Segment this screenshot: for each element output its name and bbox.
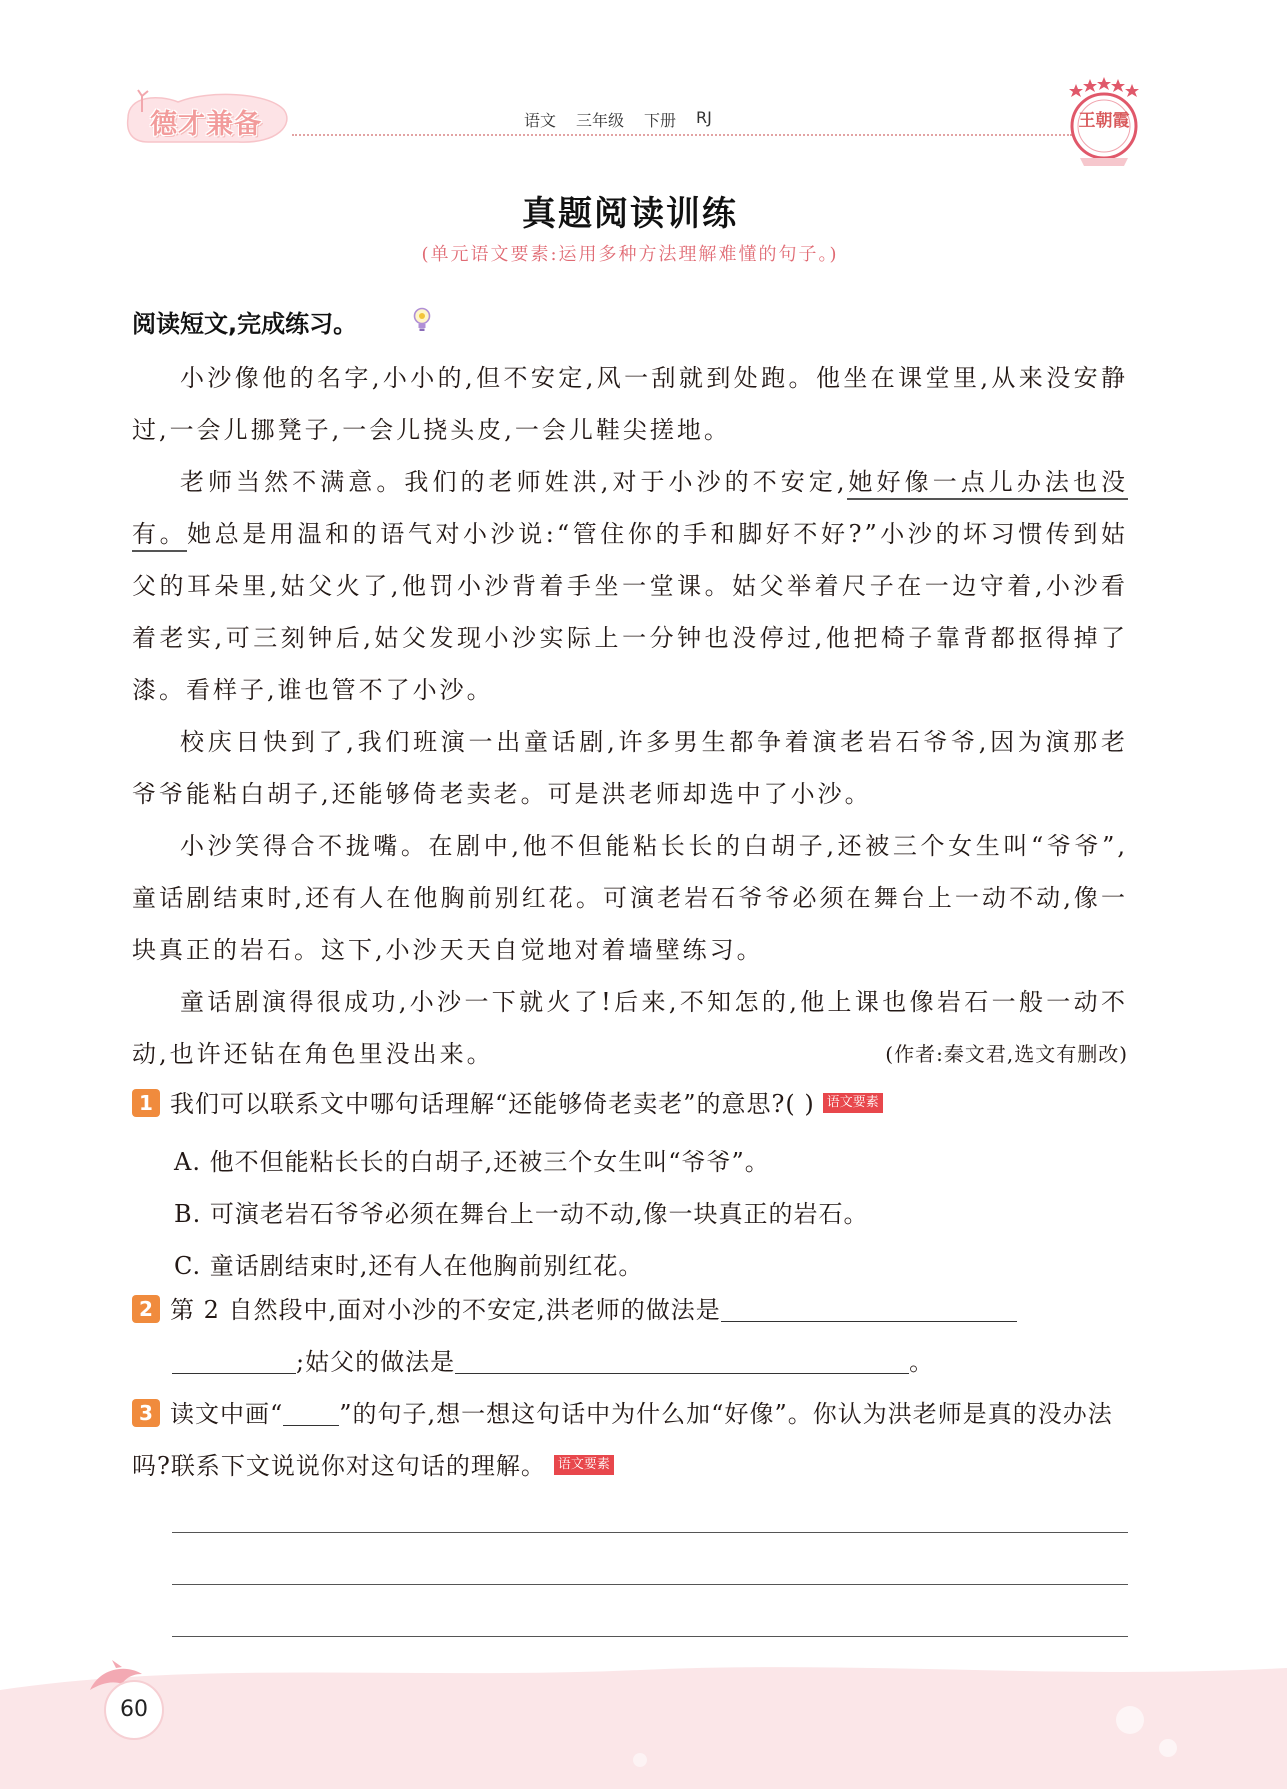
paragraph-2-rest: 她总是用温和的语气对小沙说:“管住你的手和脚好不好?”小沙的坏习惯传到姑父的耳朵里,姑父火了,他罚小沙背着手坐一堂课。姑父举着尺子在一边守着,小沙看着老实,可三刻钟后,姑父发现小沙实际上一分钟也没停过,他把椅子靠背都抠得掉了漆。看样子,谁也管不了小沙。: [132, 520, 1128, 704]
unit-element-subtitle: (单元语文要素:运用多种方法理解难懂的句子。): [421, 244, 839, 265]
volume: 下册: [644, 111, 677, 130]
skill-tag: 语文要素: [823, 1093, 883, 1113]
underline-sample: [283, 1409, 339, 1426]
paragraph-3: 校庆日快到了,我们班演一出童话剧,许多男生都争着演老岩石爷爷,因为演那老爷爷能粘白胡子,还能够倚老卖老。可是洪老师却选中了小沙。: [132, 728, 1128, 808]
edition: RJ: [696, 108, 712, 127]
question-number-badge: 1: [132, 1089, 160, 1117]
question-3: [132, 1388, 1128, 1492]
option-b[interactable]: B. 可演老岩石爷爷必须在舞台上一动不动,像一块真正的岩石。: [174, 1200, 869, 1228]
question-1-text: 我们可以联系文中哪句话理解“还能够倚老卖老”的意思?( ): [170, 1090, 815, 1118]
paragraph-5: [132, 976, 1128, 1080]
paragraph-5-text: 童话剧演得很成功,小沙一下就火了!后来,不知怎的,他上课也像岩石一般一动不动,也许还钻在角色里没出来。: [132, 988, 1128, 1068]
brand-name: 德才兼备: [150, 109, 262, 140]
lightbulb-icon: [412, 307, 432, 333]
question-3-text-a: 读文中画“: [170, 1400, 284, 1428]
question-2-end: 。: [909, 1348, 935, 1376]
question-2-text-b: ;姑父的做法是: [296, 1348, 456, 1376]
paragraph-2-start: 老师当然不满意。我们的老师姓洪,对于小沙的不安定,: [180, 468, 848, 496]
page-number: 60: [104, 1680, 164, 1740]
question-number-badge: 3: [132, 1399, 160, 1427]
header-divider: [292, 134, 1072, 136]
question-3-text-b: ”的句子,想一想这句话中为什么加“好像”。你认为洪老师是真的没办法吗?联系下文说说你对这句话的理解。: [132, 1400, 1113, 1480]
book-info: [524, 108, 712, 131]
underlined-sentence: 她好像一点儿办法也没有。: [132, 468, 1128, 552]
answer-blank-uncle[interactable]: [455, 1349, 909, 1374]
question-1: [132, 1078, 1128, 1130]
option-c[interactable]: C. 童话剧结束时,还有人在他胸前别红花。: [174, 1252, 644, 1280]
question-2: [132, 1284, 1128, 1388]
question-number-badge: 2: [132, 1295, 160, 1323]
page-title: 真题阅读训练: [522, 194, 738, 234]
author-credit: (作者:秦文君,选文有删改): [885, 1042, 1128, 1066]
answer-blank-teacher[interactable]: [721, 1297, 1017, 1322]
answer-blank-teacher-cont[interactable]: [172, 1349, 296, 1374]
footer-decoration: [0, 1650, 1287, 1789]
subject: 语文: [524, 111, 557, 130]
answer-line-1[interactable]: [172, 1532, 1128, 1533]
paragraph-4: 小沙笑得合不拢嘴。在剧中,他不但能粘长长的白胡子,还被三个女生叫“爷爷”,童话剧结束时,还有人在他胸前别红花。可演老岩石爷爷必须在舞台上一动不动,像一块真正的岩石。这下,小沙天天自觉地对着墙壁练习。: [132, 832, 1128, 964]
reading-instruction: 阅读短文,完成练习。: [132, 310, 358, 338]
grade: 三年级: [576, 111, 625, 130]
paragraph-2: [132, 456, 1128, 716]
answer-line-3[interactable]: [172, 1636, 1128, 1637]
option-a[interactable]: A. 他不但能粘长长的白胡子,还被三个女生叫“爷爷”。: [174, 1148, 770, 1176]
question-2-text-a: 第 2 自然段中,面对小沙的不安定,洪老师的做法是: [170, 1296, 721, 1324]
seal-name: 王朝霞: [1078, 111, 1130, 131]
paragraph-1: 小沙像他的名字,小小的,但不安定,风一刮就到处跑。他坐在课堂里,从来没安静过,一会儿挪凳子,一会儿挠头皮,一会儿鞋尖搓地。: [132, 364, 1128, 444]
reading-passage: [132, 352, 1128, 1080]
answer-line-2[interactable]: [172, 1584, 1128, 1585]
skill-tag: 语文要素: [554, 1455, 614, 1475]
